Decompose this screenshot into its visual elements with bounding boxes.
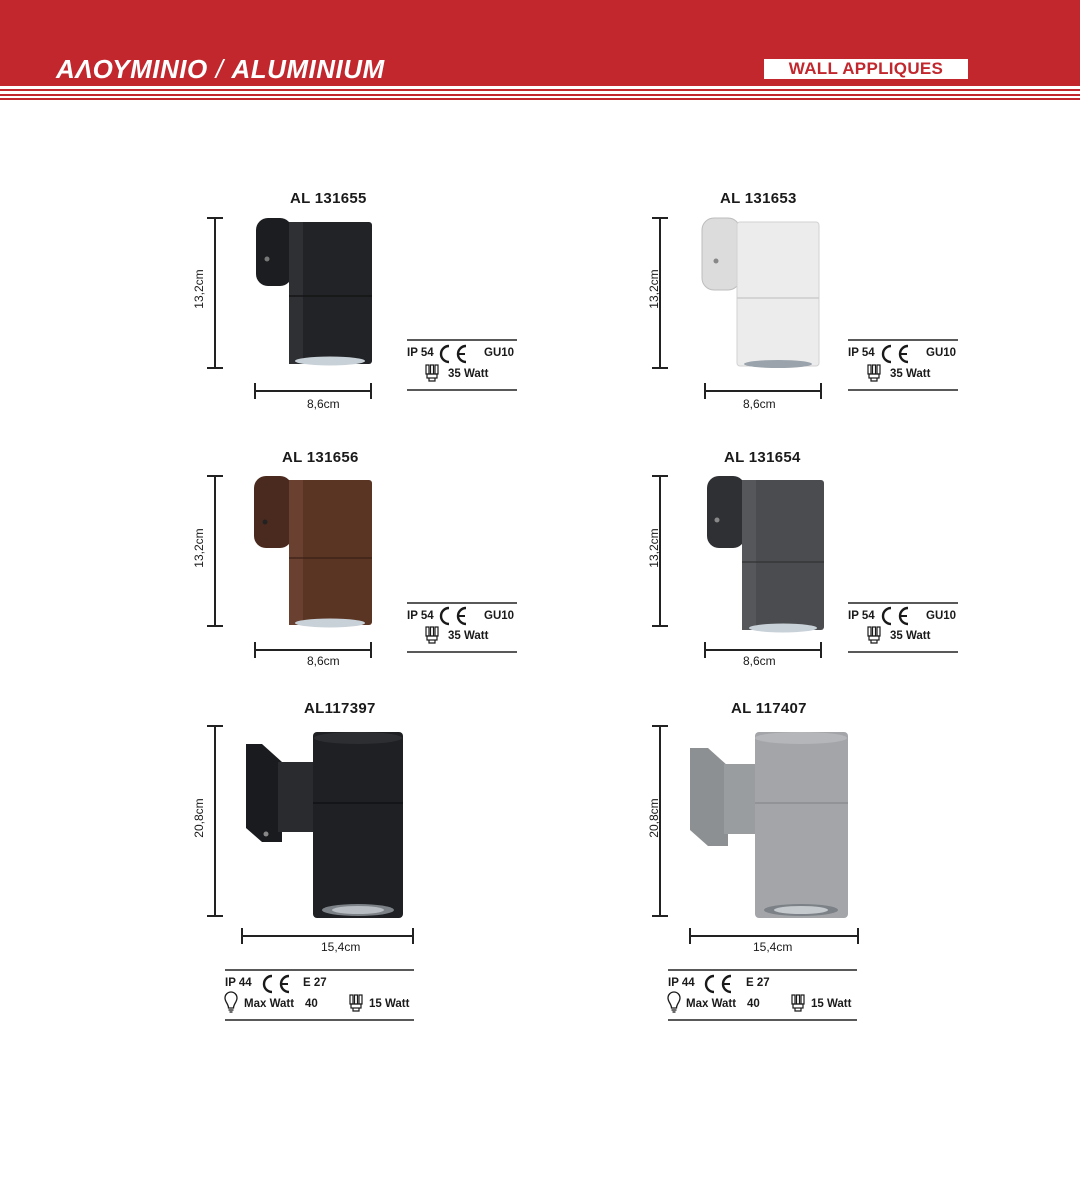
lamp-image	[707, 476, 824, 633]
lamp-image	[690, 732, 848, 918]
socket-type: GU10	[484, 347, 515, 359]
socket-type: E 27	[746, 977, 770, 989]
category-badge: WALL APPLIQUES	[764, 59, 968, 79]
height-label: 20,8cm	[647, 798, 661, 838]
lamp-image	[254, 476, 372, 628]
width-label: 8,6cm	[307, 397, 340, 411]
title-greek: ΑΛΟΥΜΙΝΙΟ	[56, 54, 208, 84]
dimension-height	[207, 726, 223, 916]
height-label: 13,2cm	[192, 528, 206, 568]
width-label: 8,6cm	[743, 397, 776, 411]
wattage: 15 Watt	[369, 998, 410, 1010]
socket-type: GU10	[926, 347, 957, 359]
product-code: AL 117407	[731, 700, 807, 717]
cfl-bulb-icon	[350, 995, 362, 1011]
ip-rating: IP 54	[407, 610, 434, 622]
lamp-image	[246, 732, 403, 918]
cfl-bulb-icon	[792, 995, 804, 1011]
dimension-height	[207, 218, 223, 368]
ip-rating: IP 54	[848, 347, 875, 359]
title-slash: /	[215, 54, 224, 84]
socket-type: E 27	[303, 977, 327, 989]
product-code: AL117397	[304, 700, 376, 717]
ce-mark-icon	[441, 346, 466, 362]
wattage: 35 Watt	[448, 630, 489, 642]
incandescent-bulb-icon	[225, 992, 237, 1012]
product-code: AL 131654	[724, 449, 801, 466]
dimension-height	[207, 476, 223, 626]
ce-mark-icon	[264, 976, 289, 992]
title-english: ALUMINIUM	[231, 54, 385, 84]
width-label: 8,6cm	[743, 654, 776, 668]
lamp-image	[702, 218, 819, 368]
ip-rating: IP 54	[407, 347, 434, 359]
ce-mark-icon	[883, 608, 908, 624]
height-label: 20,8cm	[192, 798, 206, 838]
product-code: AL 131656	[282, 449, 359, 466]
max-watt-label: Max Watt	[686, 998, 737, 1010]
cfl-bulb-icon	[426, 365, 438, 381]
product-code: AL 131653	[720, 190, 797, 207]
wattage: 35 Watt	[890, 630, 931, 642]
ip-rating: IP 44	[225, 977, 252, 989]
width-label: 15,4cm	[753, 940, 793, 954]
cfl-bulb-icon	[868, 365, 880, 381]
socket-type: GU10	[926, 610, 957, 622]
ip-rating: IP 54	[848, 610, 875, 622]
width-label: 15,4cm	[321, 940, 361, 954]
max-watt-value: 40	[305, 998, 318, 1010]
ce-mark-icon	[441, 608, 466, 624]
cfl-bulb-icon	[868, 627, 880, 643]
height-label: 13,2cm	[647, 269, 661, 309]
max-watt-label: Max Watt	[244, 998, 295, 1010]
height-label: 13,2cm	[647, 528, 661, 568]
width-label: 8,6cm	[307, 654, 340, 668]
height-label: 13,2cm	[192, 269, 206, 309]
max-watt-value: 40	[747, 998, 760, 1010]
lamp-image	[256, 218, 372, 366]
ce-mark-icon	[706, 976, 731, 992]
wattage: 15 Watt	[811, 998, 852, 1010]
cfl-bulb-icon	[426, 627, 438, 643]
incandescent-bulb-icon	[668, 992, 680, 1012]
ip-rating: IP 44	[668, 977, 695, 989]
wattage: 35 Watt	[890, 368, 931, 380]
socket-type: GU10	[484, 610, 515, 622]
wattage: 35 Watt	[448, 368, 489, 380]
ce-mark-icon	[883, 346, 908, 362]
product-code: AL 131655	[290, 190, 367, 207]
